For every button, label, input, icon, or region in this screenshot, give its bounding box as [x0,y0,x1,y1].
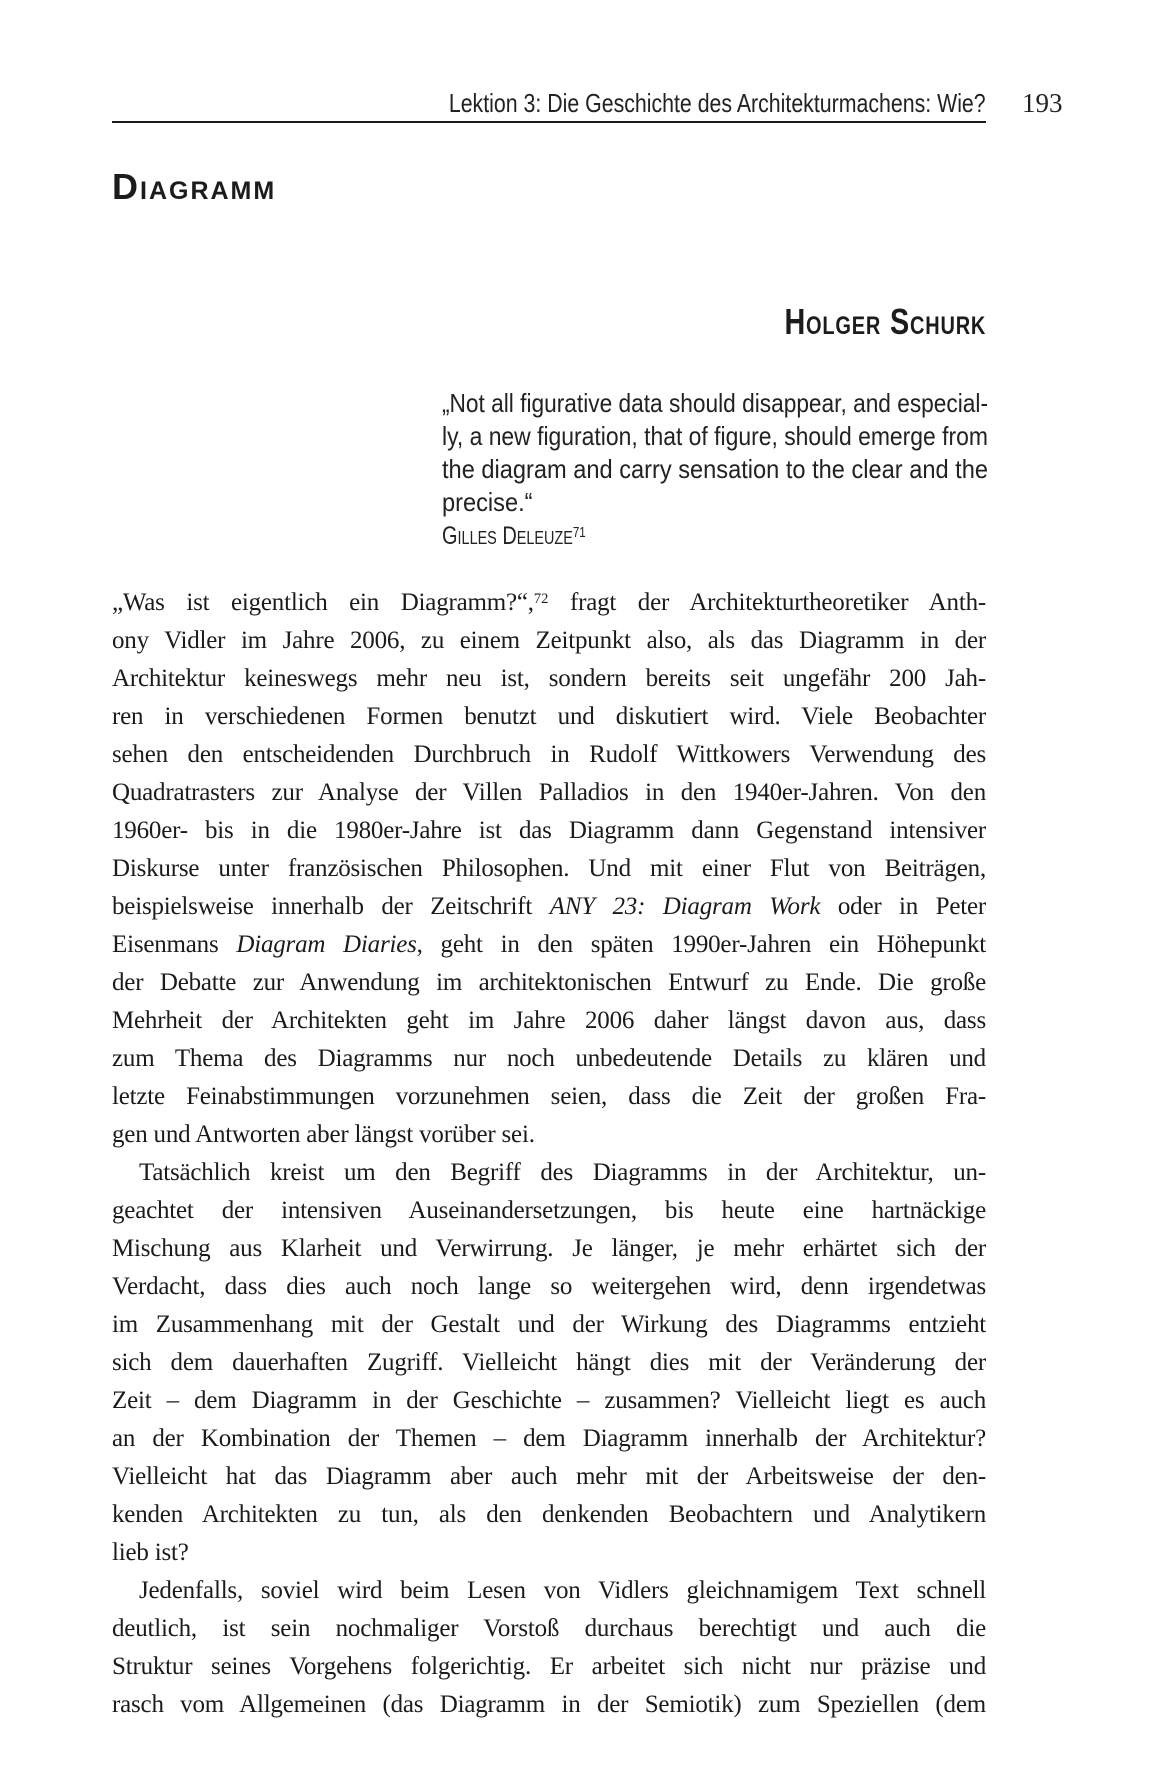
text-line: letzte Feinabstimmungen vorzunehmen seien, dass die Zeit der großen Fra- [112,1083,986,1110]
attribution-name: Gilles Deleuze [442,522,573,550]
text-line: Jedenfalls, soviel wird beim Lesen von Vidlers gleichnamigem Text schnell [139,1577,986,1604]
text-line: zum Thema des Diagramms nur noch unbedeutende Details zu klären und [112,1045,986,1072]
text-line: beispielsweise innerhalb der Zeitschrift ANY 23: Diagram Work oder in Peter [112,893,987,920]
text-line: lieb ist? [112,1539,189,1566]
text-line: Struktur seines Vorgehens folgerichtig. Er arbeitet sich nicht nur präzise und [112,1653,986,1680]
text-line: ony Vidler im Jahre 2006, zu einem Zeitpunkt also, als das Diagramm in der [112,627,986,654]
text-line: geachtet der intensiven Auseinandersetzungen, bis heute eine hartnäckige [112,1197,986,1224]
text-line: ly, a new figuration, that of figure, should emerge from [442,421,988,451]
text-line: Architektur keineswegs mehr neu ist, sondern bereits seit ungefähr 200 Jah- [112,665,986,692]
text-line: ren in verschiedenen Formen benutzt und diskutiert wird. Viele Beobachter [112,703,986,730]
italic-title: ANY 23: Diagram Work [549,893,821,920]
text-line: Mehrheit der Architekten geht im Jahre 2006 daher längst davon aus, dass [112,1007,986,1034]
section-heading: Diagramm [112,166,277,207]
running-head-title-text: Lektion 3: Die Geschichte des Architekturmachens: Wie? [449,88,986,118]
paragraph [112,1154,986,1572]
header-rule [112,121,986,123]
epigraph [442,387,988,551]
text-line: kenden Architekten zu tun, als den denkenden Beobachtern und Analytikern [112,1501,986,1528]
text-line: „Was ist eigentlich ein Diagramm?“,$^{72}$ fragt der Architekturtheoretiker Anth- [112,589,986,616]
epigraph-attribution-text [442,521,586,551]
text-line: Diskurse unter französischen Philosophen. Und mit einer Flut von Beiträgen, [112,855,986,882]
epigraph-quote [442,387,988,519]
epigraph-attribution [442,521,988,551]
paragraph [112,1572,986,1724]
text-line: Verdacht, dass dies auch noch lange so weitergehen wird, denn irgendetwas [112,1273,986,1300]
author-name-text: Holger Schurk [784,301,986,342]
text-line: precise.“ [442,487,533,517]
text-line: Eisenmans Diagram Diaries, geht in den späten 1990er-Jahren ein Höhepunkt [112,931,986,958]
page-number: 193 [1022,88,1063,118]
text-line: Vielleicht hat das Diagramm aber auch mehr mit der Arbeitsweise der den- [112,1463,986,1490]
text-line: deutlich, ist sein nochmaliger Vorstoß durchaus berechtigt und auch die [112,1615,986,1642]
text-line: rasch vom Allgemeinen (das Diagramm in der Semiotik) zum Speziellen (dem [112,1691,986,1718]
footnote-ref-71: 71 [572,525,586,542]
text-line: der Debatte zur Anwendung im architektonischen Entwurf zu Ende. Die große [112,969,986,996]
footnote-ref: 72 [533,591,549,608]
text-line: im Zusammenhang mit der Gestalt und der Wirkung des Diagramms entzieht [112,1311,986,1338]
text-line: gen und Antworten aber längst vorüber sei. [112,1121,535,1148]
text-line: the diagram and carry sensation to the clear and the [442,454,988,484]
text-line: „Not all figurative data should disappear, and especial- [442,388,988,418]
author-name [112,300,986,344]
text-line: Zeit – dem Diagramm in der Geschichte – zusammen? Vielleicht liegt es auch [112,1387,986,1414]
text-line: Quadratrasters zur Analyse der Villen Palladios in den 1940er-Jahren. Von den [112,779,986,806]
paragraph [112,584,986,1154]
text-line: sehen den entscheidenden Durchbruch in Rudolf Wittkowers Verwendung des [112,741,986,768]
text-line: an der Kombination der Themen – dem Diagramm innerhalb der Architektur? [112,1425,986,1452]
text-line: Tatsächlich kreist um den Begriff des Diagramms in der Architektur, un- [139,1159,986,1186]
running-head-title [112,88,986,118]
text-line: 1960er- bis in die 1980er-Jahre ist das Diagramm dann Gegenstand intensiver [112,817,986,844]
text-line: sich dem dauerhaften Zugriff. Vielleicht hängt dies mit der Veränderung der [112,1349,986,1376]
body-text [112,584,986,1724]
italic-title: Diagram Diaries [236,931,417,958]
text-line: Mischung aus Klarheit und Verwirrung. Je länger, je mehr erhärtet sich der [112,1235,986,1262]
